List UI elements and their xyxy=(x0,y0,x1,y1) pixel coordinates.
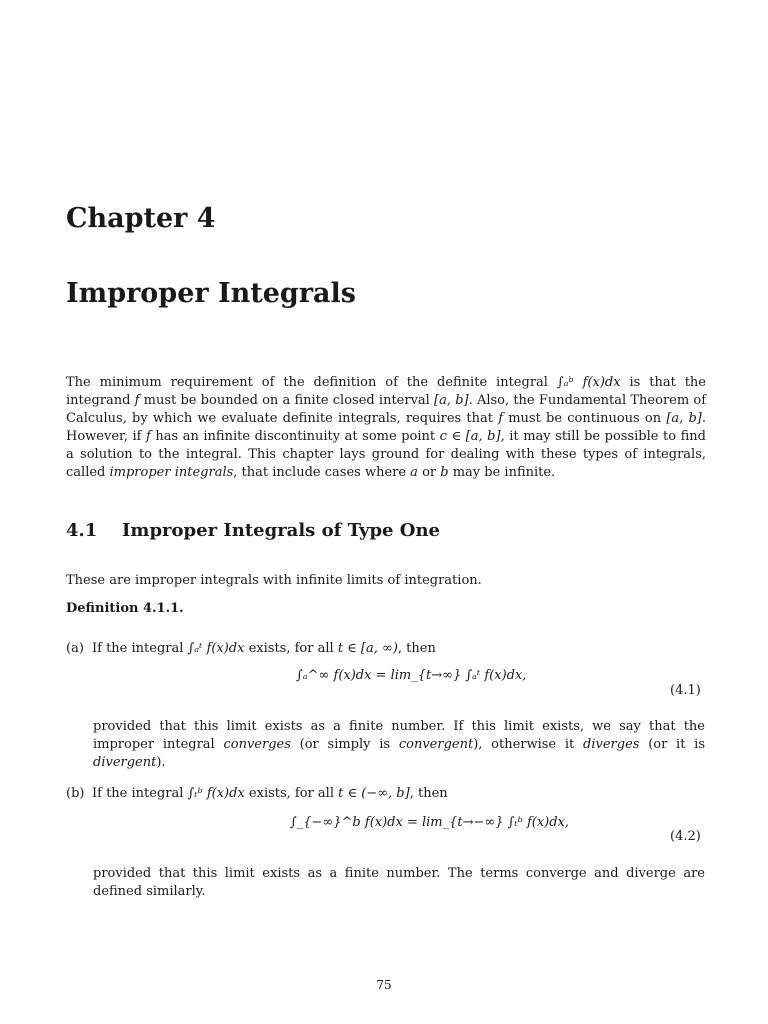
text-run: may be infinite. xyxy=(448,465,556,480)
chapter-label: Chapter 4 xyxy=(66,203,216,234)
text-run: has an infinite discontinuity at some point xyxy=(150,429,440,444)
definition-item-b-continuation: provided that this limit exists as a finite number. The terms converge and diverge are defined similarly. xyxy=(93,866,705,899)
text-run: ). xyxy=(156,755,166,770)
text-run: If the integral xyxy=(92,641,188,656)
text-run: exists, for all xyxy=(244,641,338,656)
text-run: , then xyxy=(397,641,436,656)
section-lead: These are improper integrals with infinite limits of integration. xyxy=(66,573,482,588)
item-label: (a) xyxy=(66,641,84,656)
text-run: (or simply is xyxy=(290,737,399,752)
emphasis: converges xyxy=(223,737,291,752)
definition-item-a-continuation xyxy=(93,718,705,772)
math-inline: f xyxy=(498,411,503,426)
section-heading xyxy=(66,520,440,541)
chapter-title: Improper Integrals xyxy=(66,278,356,309)
text-run: If the integral xyxy=(92,786,188,801)
text-run: is that the integrand xyxy=(66,375,706,408)
emphasis: diverges xyxy=(583,737,640,752)
math-inline: [a, b] xyxy=(434,393,469,408)
definition-item-a xyxy=(66,640,706,658)
text-run: must be bounded on a finite closed interval xyxy=(139,393,435,408)
math-inline: c ∈ [a, b] xyxy=(439,429,501,444)
math-inline: [a, b] xyxy=(666,411,702,426)
intro-paragraph xyxy=(66,374,706,482)
text-run: (or it is xyxy=(639,737,706,752)
math-inline: f xyxy=(134,393,140,408)
text-run: . Also, the Fundamental Theorem of Calculus, by which we evaluate definite integrals, requires that xyxy=(66,393,707,426)
text-run: exists, for all xyxy=(244,786,339,801)
math-inline: f xyxy=(146,429,151,444)
equation-number: (4.1) xyxy=(670,683,701,698)
math-inline: b xyxy=(440,465,449,480)
math-inline: t ∈ [a, ∞) xyxy=(337,641,398,656)
definition-heading: Definition 4.1.1. xyxy=(66,601,184,616)
text-run: The minimum requirement of the definition of the definite integral xyxy=(66,375,557,390)
display-equation: ∫ₐ^∞ f(x)dx = lim_{t→∞} ∫ₐᵗ f(x)dx, xyxy=(296,668,527,683)
text-run: or xyxy=(417,465,441,480)
math-inline: ∫ₐᵇ f(x)dx xyxy=(556,375,621,390)
text-run: must be continuous on xyxy=(503,411,667,426)
text-run: provided that this limit exists as a finite number. If this limit exists, we say that the improper integral xyxy=(93,719,705,752)
section-title: Improper Integrals of Type One xyxy=(122,520,440,541)
text-run: . However, if xyxy=(66,411,707,444)
text-run: , it may still be possible to find a solution to the integral. This chapter lays ground for dealing with these types of integrals, called xyxy=(66,429,706,480)
emphasis: convergent xyxy=(398,737,474,752)
text-run: , then xyxy=(409,786,448,801)
display-equation: ∫_{−∞}^b f(x)dx = lim_{t→−∞} ∫ₜᵇ f(x)dx, xyxy=(290,815,570,830)
text-run: ), otherwise it xyxy=(473,737,584,752)
math-inline: ∫ₐᵗ f(x)dx xyxy=(187,641,245,656)
section-number: 4.1 xyxy=(66,520,98,541)
math-inline: ∫ₜᵇ f(x)dx xyxy=(187,786,245,801)
text-run: , that include cases where xyxy=(233,465,411,480)
math-inline: t ∈ (−∞, b] xyxy=(338,786,410,801)
emphasis: improper integrals xyxy=(109,465,234,480)
page-number: 75 xyxy=(376,978,392,992)
math-inline: a xyxy=(410,465,418,480)
definition-item-b xyxy=(66,785,706,803)
emphasis: divergent xyxy=(93,755,157,770)
equation-number: (4.2) xyxy=(670,829,701,844)
item-label: (b) xyxy=(66,786,85,801)
